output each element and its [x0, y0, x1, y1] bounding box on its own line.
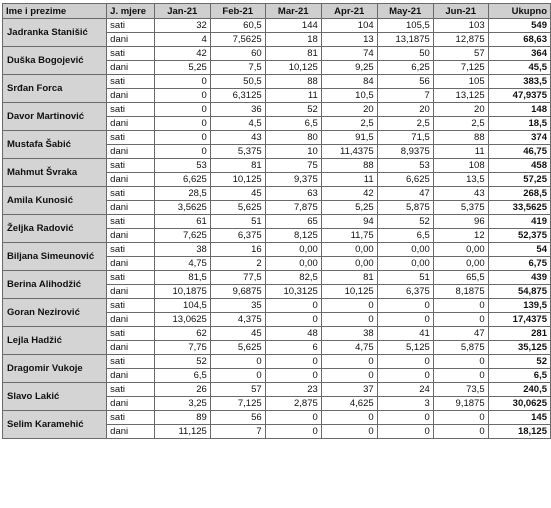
unit-cell: sati — [107, 243, 155, 257]
table-row — [3, 159, 551, 173]
value-cell: 42 — [321, 187, 377, 201]
total-cell: 419 — [488, 215, 550, 229]
value-cell: 13 — [321, 33, 377, 47]
value-cell: 6,3125 — [210, 89, 265, 103]
value-cell: 0 — [433, 411, 488, 425]
table-row — [3, 411, 551, 425]
value-cell: 11,125 — [154, 425, 210, 439]
value-cell: 5,875 — [433, 341, 488, 355]
unit-cell: sati — [107, 327, 155, 341]
value-cell: 47 — [433, 327, 488, 341]
value-cell: 13,5 — [433, 173, 488, 187]
unit-cell: sati — [107, 299, 155, 313]
value-cell: 0,00 — [433, 257, 488, 271]
value-cell: 10 — [265, 145, 321, 159]
person-name: Davor Martinović — [3, 103, 107, 131]
total-cell: 30,0625 — [488, 397, 550, 411]
value-cell: 0 — [321, 313, 377, 327]
value-cell: 53 — [377, 159, 433, 173]
value-cell: 0 — [321, 411, 377, 425]
value-cell: 73,5 — [433, 383, 488, 397]
value-cell: 36 — [210, 103, 265, 117]
value-cell: 45 — [210, 327, 265, 341]
value-cell: 57 — [210, 383, 265, 397]
total-cell: 45,5 — [488, 61, 550, 75]
total-cell: 383,5 — [488, 75, 550, 89]
value-cell: 35 — [210, 299, 265, 313]
total-cell: 57,25 — [488, 173, 550, 187]
value-cell: 10,125 — [265, 61, 321, 75]
value-cell: 0 — [377, 425, 433, 439]
unit-cell: sati — [107, 159, 155, 173]
value-cell: 144 — [265, 19, 321, 33]
total-cell: 439 — [488, 271, 550, 285]
value-cell: 13,1875 — [377, 33, 433, 47]
unit-cell: sati — [107, 131, 155, 145]
value-cell: 53 — [154, 159, 210, 173]
value-cell: 0 — [154, 103, 210, 117]
total-cell: 33,5625 — [488, 201, 550, 215]
value-cell: 5,875 — [377, 201, 433, 215]
total-cell: 148 — [488, 103, 550, 117]
value-cell: 81 — [265, 47, 321, 61]
value-cell: 0,00 — [377, 243, 433, 257]
value-cell: 5,125 — [377, 341, 433, 355]
value-cell: 52 — [154, 355, 210, 369]
value-cell: 0 — [154, 117, 210, 131]
value-cell: 0,00 — [321, 243, 377, 257]
total-cell: 68,63 — [488, 33, 550, 47]
unit-cell: dani — [107, 145, 155, 159]
value-cell: 77,5 — [210, 271, 265, 285]
value-cell: 41 — [377, 327, 433, 341]
unit-cell: dani — [107, 341, 155, 355]
value-cell: 47 — [377, 187, 433, 201]
value-cell: 7 — [377, 89, 433, 103]
value-cell: 0 — [265, 369, 321, 383]
person-name: Željka Radović — [3, 215, 107, 243]
total-cell: 54,875 — [488, 285, 550, 299]
value-cell: 0,00 — [321, 257, 377, 271]
value-cell: 37 — [321, 383, 377, 397]
value-cell: 48 — [265, 327, 321, 341]
value-cell: 24 — [377, 383, 433, 397]
header-mar: Mar-21 — [265, 4, 321, 19]
person-name: Goran Nezirović — [3, 299, 107, 327]
value-cell: 60 — [210, 47, 265, 61]
value-cell: 3 — [377, 397, 433, 411]
unit-cell: dani — [107, 201, 155, 215]
value-cell: 10,125 — [321, 285, 377, 299]
value-cell: 0 — [154, 145, 210, 159]
value-cell: 0 — [433, 299, 488, 313]
table-row — [3, 327, 551, 341]
value-cell: 0 — [321, 425, 377, 439]
value-cell: 9,25 — [321, 61, 377, 75]
value-cell: 32 — [154, 19, 210, 33]
value-cell: 0 — [265, 411, 321, 425]
value-cell: 81 — [210, 159, 265, 173]
unit-cell: dani — [107, 89, 155, 103]
table-row — [3, 243, 551, 257]
value-cell: 13,0625 — [154, 313, 210, 327]
value-cell: 82,5 — [265, 271, 321, 285]
value-cell: 6,5 — [377, 229, 433, 243]
total-cell: 35,125 — [488, 341, 550, 355]
value-cell: 11 — [265, 89, 321, 103]
total-cell: 458 — [488, 159, 550, 173]
value-cell: 4,5 — [210, 117, 265, 131]
value-cell: 0 — [154, 75, 210, 89]
unit-cell: dani — [107, 117, 155, 131]
value-cell: 45 — [210, 187, 265, 201]
value-cell: 61 — [154, 215, 210, 229]
value-cell: 2,875 — [265, 397, 321, 411]
value-cell: 42 — [154, 47, 210, 61]
value-cell: 74 — [321, 47, 377, 61]
table-row — [3, 299, 551, 313]
value-cell: 50,5 — [210, 75, 265, 89]
table-row — [3, 383, 551, 397]
header-may: May-21 — [377, 4, 433, 19]
value-cell: 26 — [154, 383, 210, 397]
total-cell: 6,5 — [488, 369, 550, 383]
person-name: Dragomir Vukoje — [3, 355, 107, 383]
value-cell: 81 — [321, 271, 377, 285]
person-name: Amila Kunosić — [3, 187, 107, 215]
value-cell: 2,5 — [433, 117, 488, 131]
unit-cell: sati — [107, 187, 155, 201]
value-cell: 65,5 — [433, 271, 488, 285]
person-name: Selim Karamehić — [3, 411, 107, 439]
value-cell: 0 — [377, 313, 433, 327]
unit-cell: dani — [107, 257, 155, 271]
total-cell: 139,5 — [488, 299, 550, 313]
unit-cell: dani — [107, 369, 155, 383]
value-cell: 0,00 — [377, 257, 433, 271]
value-cell: 0 — [377, 299, 433, 313]
value-cell: 0 — [210, 355, 265, 369]
value-cell: 0 — [321, 299, 377, 313]
unit-cell: dani — [107, 397, 155, 411]
table-row — [3, 187, 551, 201]
unit-cell: sati — [107, 19, 155, 33]
total-cell: 18,125 — [488, 425, 550, 439]
value-cell: 0 — [321, 355, 377, 369]
unit-cell: sati — [107, 271, 155, 285]
value-cell: 88 — [265, 75, 321, 89]
value-cell: 5,625 — [210, 201, 265, 215]
value-cell: 7 — [210, 425, 265, 439]
value-cell: 12 — [433, 229, 488, 243]
value-cell: 65 — [265, 215, 321, 229]
value-cell: 0 — [265, 425, 321, 439]
value-cell: 94 — [321, 215, 377, 229]
value-cell: 18 — [265, 33, 321, 47]
total-cell: 54 — [488, 243, 550, 257]
value-cell: 6,375 — [377, 285, 433, 299]
header-jun: Jun-21 — [433, 4, 488, 19]
value-cell: 50 — [377, 47, 433, 61]
total-cell: 17,4375 — [488, 313, 550, 327]
value-cell: 103 — [433, 19, 488, 33]
value-cell: 7,625 — [154, 229, 210, 243]
value-cell: 7,125 — [210, 397, 265, 411]
header-row — [3, 4, 551, 19]
unit-cell: dani — [107, 173, 155, 187]
unit-cell: dani — [107, 425, 155, 439]
value-cell: 0,00 — [265, 243, 321, 257]
value-cell: 11,75 — [321, 229, 377, 243]
table-row — [3, 19, 551, 33]
value-cell: 104 — [321, 19, 377, 33]
value-cell: 104,5 — [154, 299, 210, 313]
total-cell: 240,5 — [488, 383, 550, 397]
value-cell: 43 — [210, 131, 265, 145]
value-cell: 0 — [321, 369, 377, 383]
person-name: Duška Bogojević — [3, 47, 107, 75]
value-cell: 23 — [265, 383, 321, 397]
value-cell: 81,5 — [154, 271, 210, 285]
value-cell: 10,1875 — [154, 285, 210, 299]
value-cell: 13,125 — [433, 89, 488, 103]
total-cell: 6,75 — [488, 257, 550, 271]
person-name: Mahmut Švraka — [3, 159, 107, 187]
value-cell: 6,5 — [154, 369, 210, 383]
person-name: Mustafa Šabić — [3, 131, 107, 159]
value-cell: 10,125 — [210, 173, 265, 187]
value-cell: 0 — [265, 355, 321, 369]
value-cell: 2,5 — [377, 117, 433, 131]
header-name: Ime i prezime — [3, 4, 107, 19]
value-cell: 84 — [321, 75, 377, 89]
value-cell: 62 — [154, 327, 210, 341]
value-cell: 9,6875 — [210, 285, 265, 299]
value-cell: 6,625 — [377, 173, 433, 187]
value-cell: 7,125 — [433, 61, 488, 75]
value-cell: 8,1875 — [433, 285, 488, 299]
value-cell: 0 — [433, 355, 488, 369]
value-cell: 108 — [433, 159, 488, 173]
value-cell: 8,125 — [265, 229, 321, 243]
value-cell: 96 — [433, 215, 488, 229]
value-cell: 0 — [210, 369, 265, 383]
value-cell: 3,5625 — [154, 201, 210, 215]
value-cell: 6,5 — [265, 117, 321, 131]
value-cell: 51 — [377, 271, 433, 285]
person-name: Slavo Lakić — [3, 383, 107, 411]
value-cell: 5,375 — [433, 201, 488, 215]
value-cell: 7,5625 — [210, 33, 265, 47]
value-cell: 4,75 — [154, 257, 210, 271]
value-cell: 4 — [154, 33, 210, 47]
value-cell: 75 — [265, 159, 321, 173]
value-cell: 20 — [433, 103, 488, 117]
header-total: Ukupno — [488, 4, 550, 19]
person-name: Berina Alihodžić — [3, 271, 107, 299]
value-cell: 57 — [433, 47, 488, 61]
unit-cell: sati — [107, 103, 155, 117]
unit-cell: sati — [107, 215, 155, 229]
value-cell: 105 — [433, 75, 488, 89]
value-cell: 52 — [377, 215, 433, 229]
value-cell: 38 — [154, 243, 210, 257]
value-cell: 7,75 — [154, 341, 210, 355]
value-cell: 10,3125 — [265, 285, 321, 299]
value-cell: 0 — [433, 313, 488, 327]
value-cell: 71,5 — [377, 131, 433, 145]
value-cell: 0,00 — [265, 257, 321, 271]
value-cell: 7,875 — [265, 201, 321, 215]
value-cell: 7,5 — [210, 61, 265, 75]
value-cell: 0,00 — [433, 243, 488, 257]
value-cell: 11,4375 — [321, 145, 377, 159]
value-cell: 20 — [377, 103, 433, 117]
total-cell: 18,5 — [488, 117, 550, 131]
total-cell: 281 — [488, 327, 550, 341]
unit-cell: dani — [107, 313, 155, 327]
value-cell: 11 — [433, 145, 488, 159]
table-row — [3, 47, 551, 61]
unit-cell: dani — [107, 61, 155, 75]
value-cell: 20 — [321, 103, 377, 117]
value-cell: 6,25 — [377, 61, 433, 75]
value-cell: 0 — [377, 411, 433, 425]
value-cell: 28,5 — [154, 187, 210, 201]
value-cell: 16 — [210, 243, 265, 257]
value-cell: 0 — [433, 425, 488, 439]
header-apr: Apr-21 — [321, 4, 377, 19]
unit-cell: dani — [107, 285, 155, 299]
unit-cell: dani — [107, 229, 155, 243]
total-cell: 145 — [488, 411, 550, 425]
total-cell: 46,75 — [488, 145, 550, 159]
value-cell: 9,375 — [265, 173, 321, 187]
hours-table — [2, 3, 551, 439]
unit-cell: sati — [107, 75, 155, 89]
value-cell: 51 — [210, 215, 265, 229]
value-cell: 43 — [433, 187, 488, 201]
value-cell: 0 — [154, 89, 210, 103]
total-cell: 47,9375 — [488, 89, 550, 103]
value-cell: 12,875 — [433, 33, 488, 47]
value-cell: 0 — [377, 369, 433, 383]
value-cell: 5,625 — [210, 341, 265, 355]
header-feb: Feb-21 — [210, 4, 265, 19]
value-cell: 56 — [377, 75, 433, 89]
value-cell: 60,5 — [210, 19, 265, 33]
value-cell: 63 — [265, 187, 321, 201]
value-cell: 9,1875 — [433, 397, 488, 411]
value-cell: 91,5 — [321, 131, 377, 145]
total-cell: 268,5 — [488, 187, 550, 201]
value-cell: 38 — [321, 327, 377, 341]
table-row — [3, 131, 551, 145]
value-cell: 0 — [377, 355, 433, 369]
value-cell: 52 — [265, 103, 321, 117]
value-cell: 6,625 — [154, 173, 210, 187]
value-cell: 6 — [265, 341, 321, 355]
value-cell: 88 — [321, 159, 377, 173]
unit-cell: sati — [107, 47, 155, 61]
total-cell: 364 — [488, 47, 550, 61]
value-cell: 5,375 — [210, 145, 265, 159]
value-cell: 0 — [433, 369, 488, 383]
person-name: Srđan Forca — [3, 75, 107, 103]
value-cell: 80 — [265, 131, 321, 145]
value-cell: 0 — [265, 313, 321, 327]
table-row — [3, 215, 551, 229]
value-cell: 5,25 — [321, 201, 377, 215]
total-cell: 374 — [488, 131, 550, 145]
person-name: Biljana Simeunović — [3, 243, 107, 271]
value-cell: 8,9375 — [377, 145, 433, 159]
value-cell: 0 — [154, 131, 210, 145]
value-cell: 10,5 — [321, 89, 377, 103]
table-row — [3, 355, 551, 369]
header-unit: J. mjere — [107, 4, 155, 19]
value-cell: 4,625 — [321, 397, 377, 411]
person-name: Lejla Hadžić — [3, 327, 107, 355]
value-cell: 4,75 — [321, 341, 377, 355]
value-cell: 6,375 — [210, 229, 265, 243]
value-cell: 0 — [265, 299, 321, 313]
person-name: Jadranka Stanišić — [3, 19, 107, 47]
unit-cell: sati — [107, 411, 155, 425]
value-cell: 11 — [321, 173, 377, 187]
value-cell: 89 — [154, 411, 210, 425]
total-cell: 52 — [488, 355, 550, 369]
value-cell: 56 — [210, 411, 265, 425]
unit-cell: sati — [107, 355, 155, 369]
unit-cell: sati — [107, 383, 155, 397]
unit-cell: dani — [107, 33, 155, 47]
value-cell: 2,5 — [321, 117, 377, 131]
total-cell: 549 — [488, 19, 550, 33]
value-cell: 5,25 — [154, 61, 210, 75]
table-row — [3, 103, 551, 117]
value-cell: 2 — [210, 257, 265, 271]
table-row — [3, 271, 551, 285]
value-cell: 4,375 — [210, 313, 265, 327]
table-row — [3, 75, 551, 89]
header-jan: Jan-21 — [154, 4, 210, 19]
value-cell: 88 — [433, 131, 488, 145]
table-body — [3, 19, 551, 439]
value-cell: 3,25 — [154, 397, 210, 411]
value-cell: 105,5 — [377, 19, 433, 33]
total-cell: 52,375 — [488, 229, 550, 243]
